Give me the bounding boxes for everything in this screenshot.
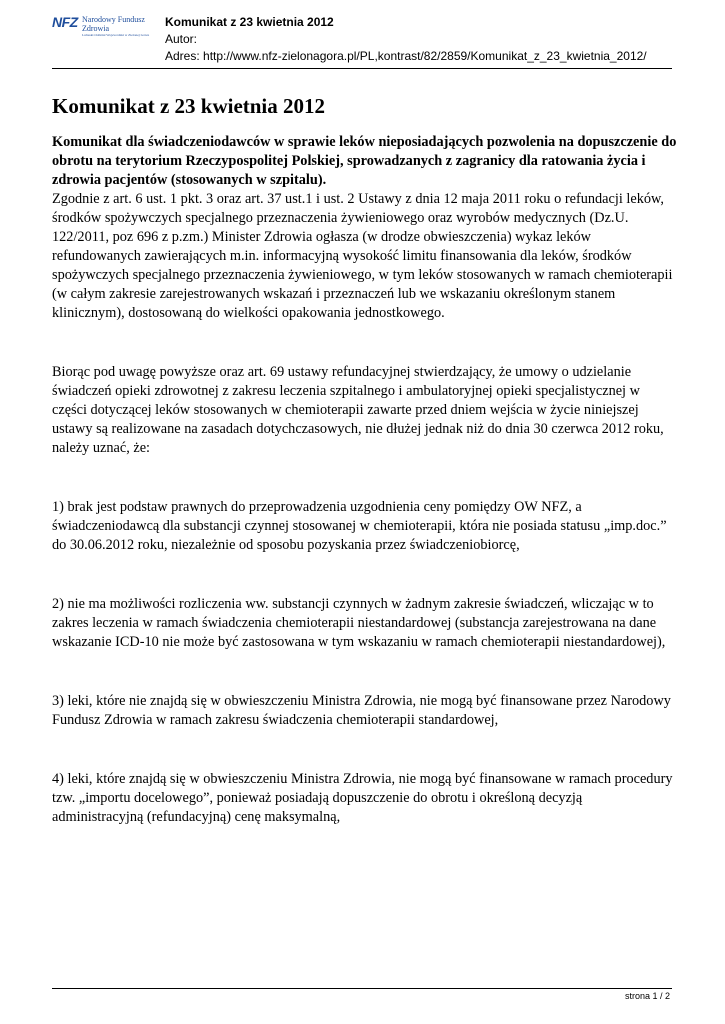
page-title: Komunikat z 23 kwietnia 2012 <box>52 94 326 118</box>
logo-line-2: Lubuski Oddział Wojewódzki w Zielonej Górze <box>82 33 150 37</box>
paragraph-conclusion: Biorąc pod uwagę powyższe oraz art. 69 ustawy refundacyjnej stwierdzający, że umowy o udzielanie świadczeń opieki zdrowotnej z zakresu leczenia szpitalnego i ambulatoryjnej opieki specjalistycznej w części dotyczącej leków stosowanych w chemioterapii zawarte przed dniem wejścia w życie niniejszej ustawy są realizowane na zasadach dotychczasowych, nie dłużej jednak niż do dnia 30 czerwca 2012 roku, należy uznać, że: <box>52 364 664 456</box>
logo-line-1: Narodowy Fundusz Zdrowia <box>82 15 145 33</box>
header-author: Autor: <box>165 32 198 46</box>
header-divider <box>52 68 672 69</box>
point-4: 4) leki, które znajdą się w obwieszczeniu Ministra Zdrowia, nie mogą być finansowane w ramach procedury tzw. „importu docelowego”, ponieważ posiadają dopuszczenie do obrotu i określoną decyzją administracyjną (refundacyjną) cenę maksymalną, <box>52 771 673 825</box>
page-number: strona 1 / 2 <box>624 991 670 1001</box>
point-3: 3) leki, które nie znajdą się w obwieszczeniu Ministra Zdrowia, nie mogą być finansowane przez Narodowy Fundusz Zdrowia w ramach zakresu świadczenia chemioterapii standardowej, <box>52 693 671 728</box>
footer-divider <box>52 988 672 989</box>
document-body <box>52 133 677 827</box>
header-meta <box>165 14 647 65</box>
page-header <box>52 14 672 66</box>
point-2: 2) nie ma możliwości rozliczenia ww. substancji czynnych w żadnym zakresie świadczeń, wliczając w to zakres leczenia w ramach świadczenia chemioterapii niestandardowej (substancja zarejestrowana na dane wskazanie ICD-10 nie może być zastosowana w tym wskazaniu w ramach chemioterapii niestandardowej), <box>52 596 666 650</box>
header-title: Komunikat z 23 kwietnia 2012 <box>165 15 334 29</box>
lead-paragraph: Komunikat dla świadczeniodawców w sprawie leków nieposiadających pozwolenia na dopuszczenie do obrotu na terytorium Rzeczypospolitej Polskiej, sprowadzanych z zagranicy dla ratowania życia i zdrowia pacjentów (stosowanych w szpitalu). <box>52 134 677 188</box>
nfz-logo <box>52 14 162 37</box>
paragraph-legal-basis: Zgodnie z art. 6 ust. 1 pkt. 3 oraz art. 37 ust.1 i ust. 2 Ustawy z dnia 12 maja 2011 roku o refundacji leków, środków spożywczych specjalnego przeznaczenia żywieniowego oraz wyrobów medycznych (Dz.U. 122/2011, poz 696 z p.zm.) Minister Zdrowia ogłasza (w drodze obwieszczenia) wykaz leków refundowanych zawierających m.in. informacyjną wysokość limitu finansowania dla leków, środków spożywczych specjalnego przeznaczenia żywieniowego, w tym leków stosowanych w ramach chemioterapii (w całym zakresie zarejestrowanych wskazań i przeznaczeń lub we wskazaniu określonym stanem klinicznym), dostosowaną do wielkości opakowania jednostkowego. <box>52 191 673 321</box>
header-address: Adres: http://www.nfz-zielonagora.pl/PL,kontrast/82/2859/Komunikat_z_23_kwietnia_2012/ <box>165 49 647 63</box>
point-1: 1) brak jest podstaw prawnych do przeprowadzenia uzgodnienia ceny pomiędzy OW NFZ, a świadczeniodawcą dla substancji czynnej stosowanej w chemioterapii, która nie posiada statusu „imp.doc.” do 30.06.2012 roku, niezależnie od sposobu pozyskania przez świadczeniobiorcę, <box>52 499 667 553</box>
logo-mark: NFZ <box>52 14 78 30</box>
logo-text <box>82 15 162 37</box>
